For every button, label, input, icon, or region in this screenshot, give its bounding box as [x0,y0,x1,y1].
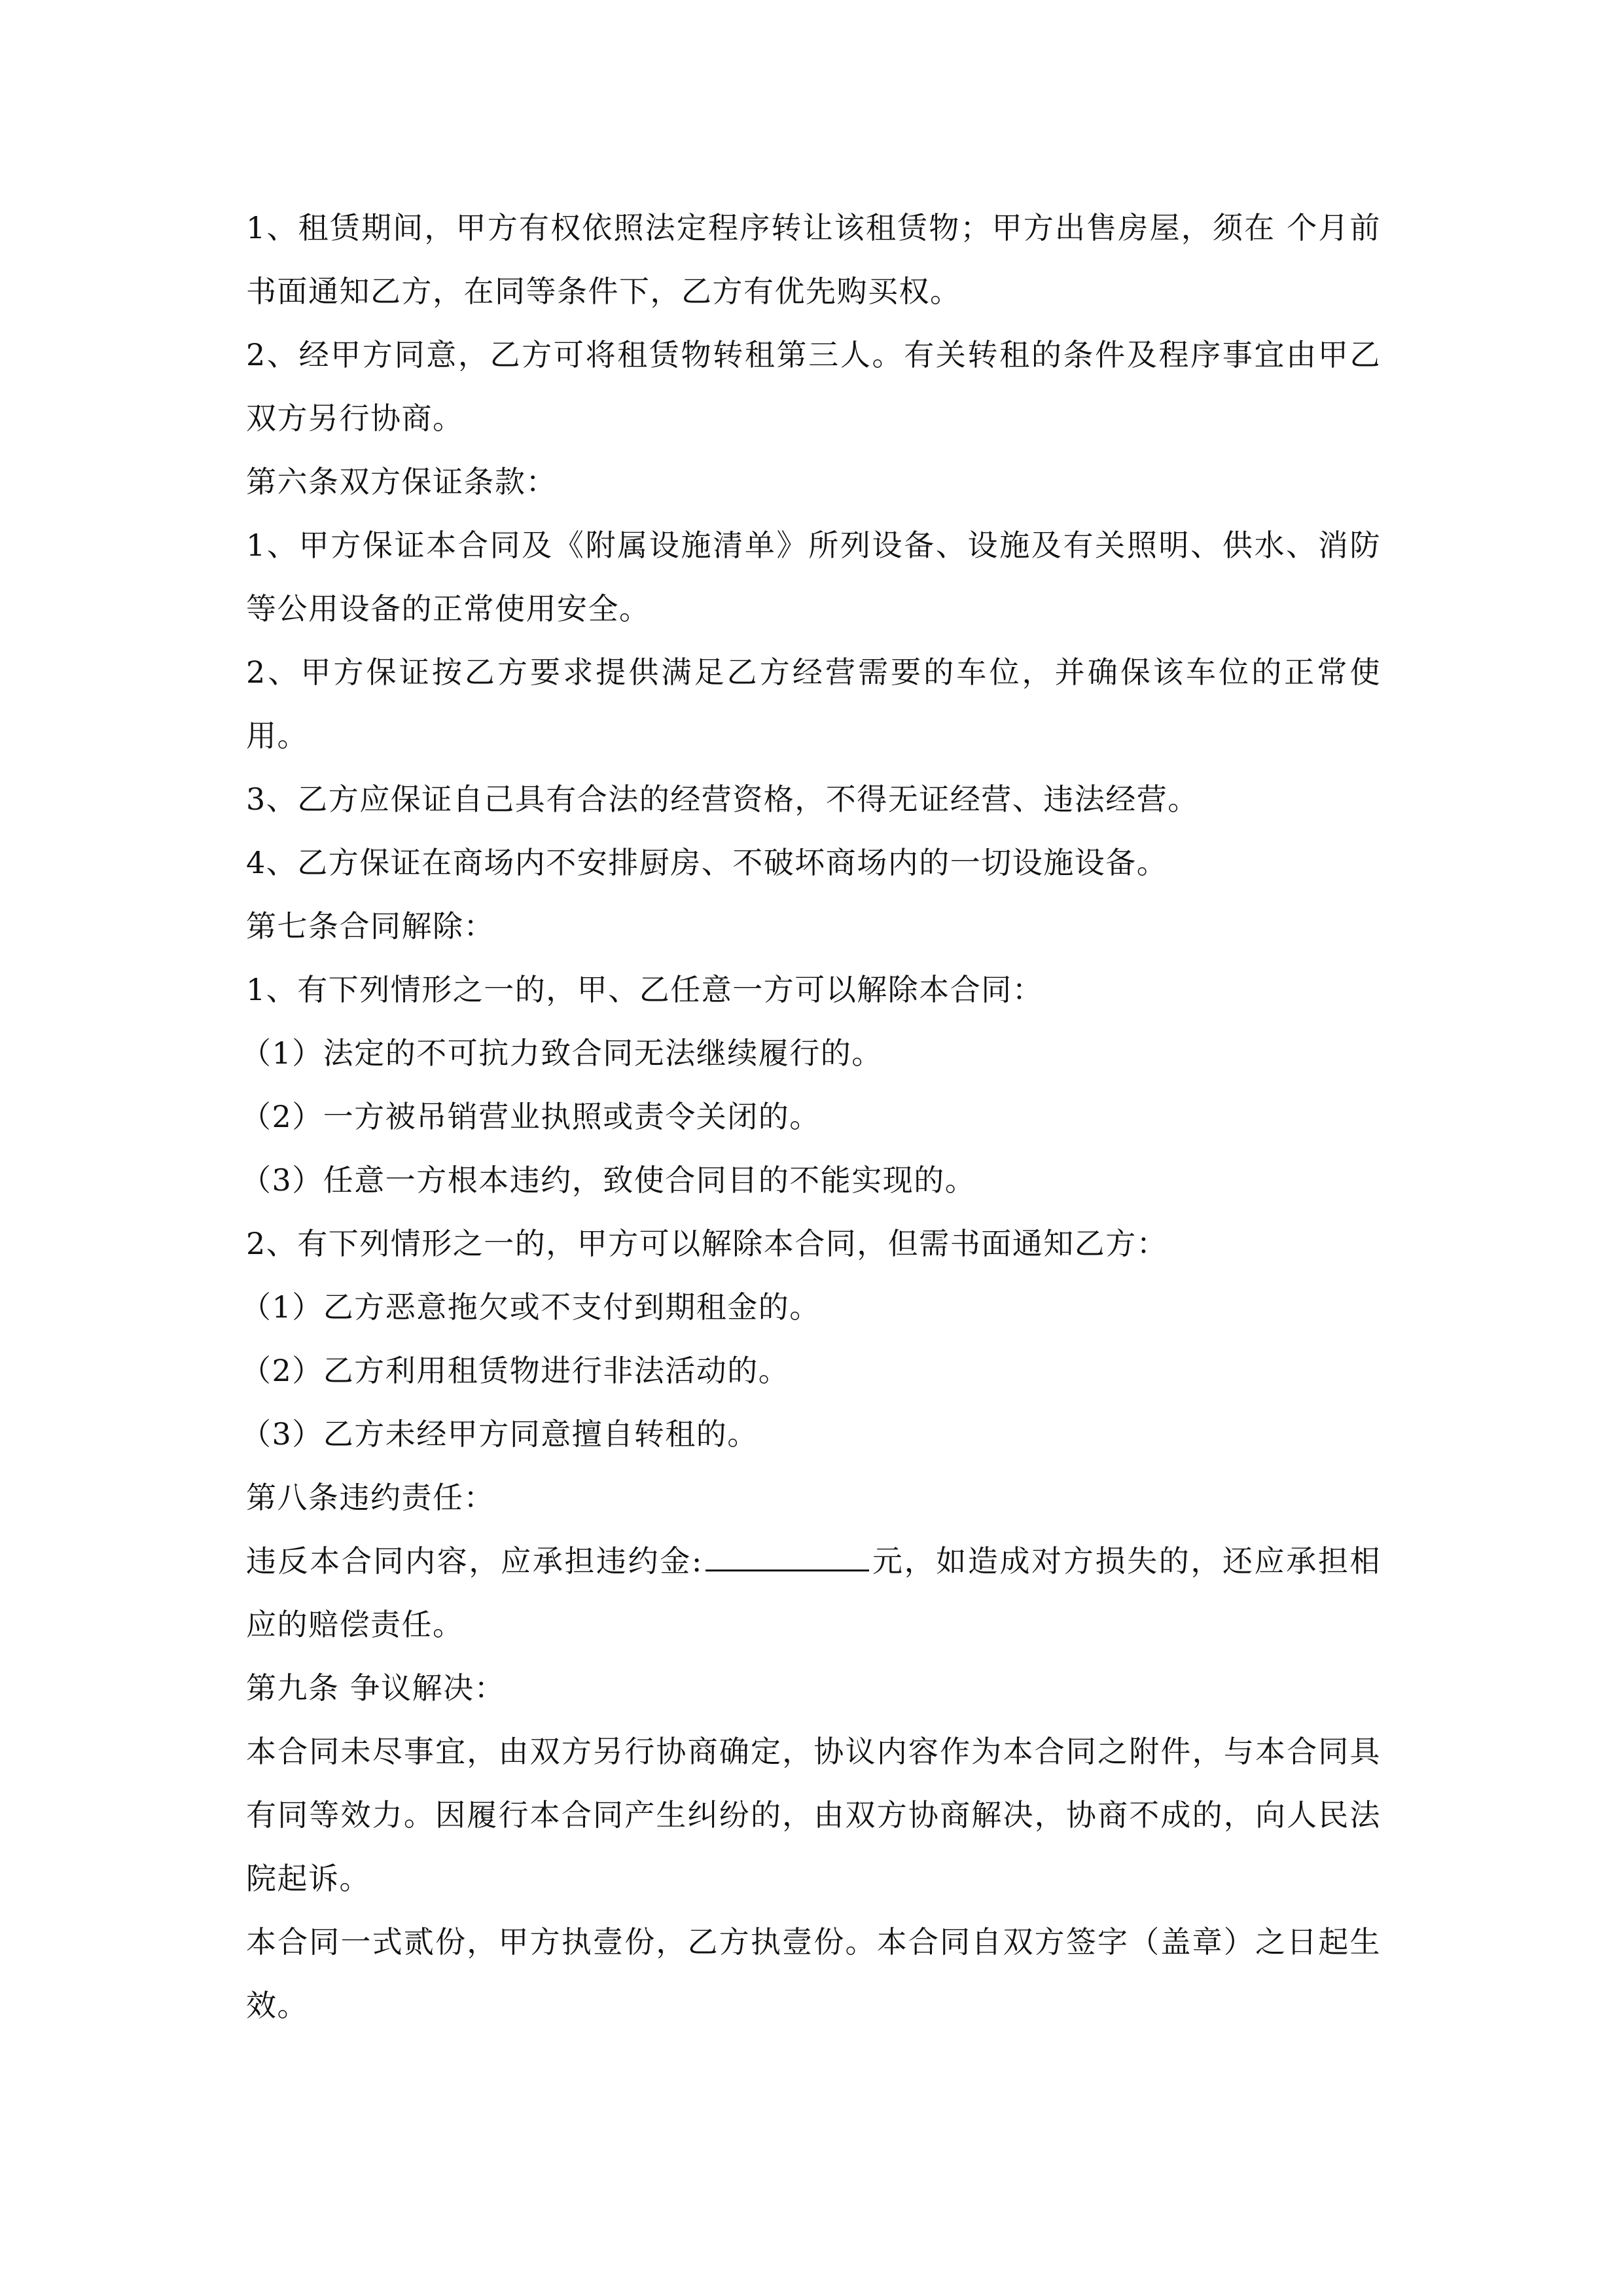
article-6-item-4: 4、乙方保证在商场内不安排厨房、不破坏商场内的一切设施设备。 [246,845,1168,880]
article-9-text: 本合同未尽事宜，由双方另行协商确定，协议内容作为本合同之附件，与本合同具有同等效力。因履行本合同产生纠纷的，由双方协商解决，协商不成的，向人民法院起诉。 [246,1734,1381,1896]
article-7-item-2-sub-1: （1）乙方恶意拖欠或不支付到期租金的。 [241,1289,821,1325]
article-8-text [246,1530,1381,1657]
article-8-title: 第八条违约责任： [246,1480,495,1515]
article-7-item-1-sub-3: （3）任意一方根本违约，致使合同目的不能实现的。 [241,1162,976,1198]
article-7-item-2-sub-3: （3）乙方未经甲方同意擅自转租的。 [241,1416,758,1452]
article-6-title: 第六条双方保证条款： [246,464,557,499]
article-7-item-1: 1、有下列情形之一的，甲、乙任意一方可以解除本合同： [246,972,1044,1007]
document-body [241,196,1382,2037]
article-9-title: 第九条 争议解决： [246,1670,506,1706]
article-8-text-before: 违反本合同内容，应承担违约金: [246,1543,703,1579]
article-8-text-after: 元，如造成对方损失的，还应承担相应的赔偿责任。 [246,1543,1382,1642]
article-7-item-1-sub-1: （1）法定的不可抗力致合同无法继续履行的。 [241,1035,883,1071]
article-6-item-3: 3、乙方应保证自己具有合法的经营资格，不得无证经营、违法经营。 [246,781,1199,817]
article-7-item-2: 2、有下列情形之一的，甲方可以解除本合同，但需书面通知乙方： [246,1226,1168,1261]
clause-5-item-1: 1、租赁期间，甲方有权依照法定程序转让该租赁物；甲方出售房屋，须在 个月前书面通知乙方，在同等条件下，乙方有优先购买权。 [246,210,1381,309]
clause-5-item-2: 2、经甲方同意，乙方可将租赁物转租第三人。有关转租的条件及程序事宜由甲乙双方另行协商。 [246,337,1381,436]
article-7-title: 第七条合同解除： [246,908,495,944]
article-6-item-2: 2、甲方保证按乙方要求提供满足乙方经营需要的车位，并确保该车位的正常使用。 [246,655,1381,753]
article-6-item-1: 1、甲方保证本合同及《附属设施清单》所列设备、设施及有关照明、供水、消防等公用设备的正常使用安全。 [246,528,1381,626]
penalty-amount-blank [705,1543,869,1571]
closing-text: 本合同一式贰份，甲方执壹份，乙方执壹份。本合同自双方签字（盖章）之日起生效。 [246,1924,1381,2023]
article-7-item-2-sub-2: （2）乙方利用租赁物进行非法活动的。 [241,1353,790,1388]
article-7-item-1-sub-2: （2）一方被吊销营业执照或责令关闭的。 [241,1099,821,1134]
